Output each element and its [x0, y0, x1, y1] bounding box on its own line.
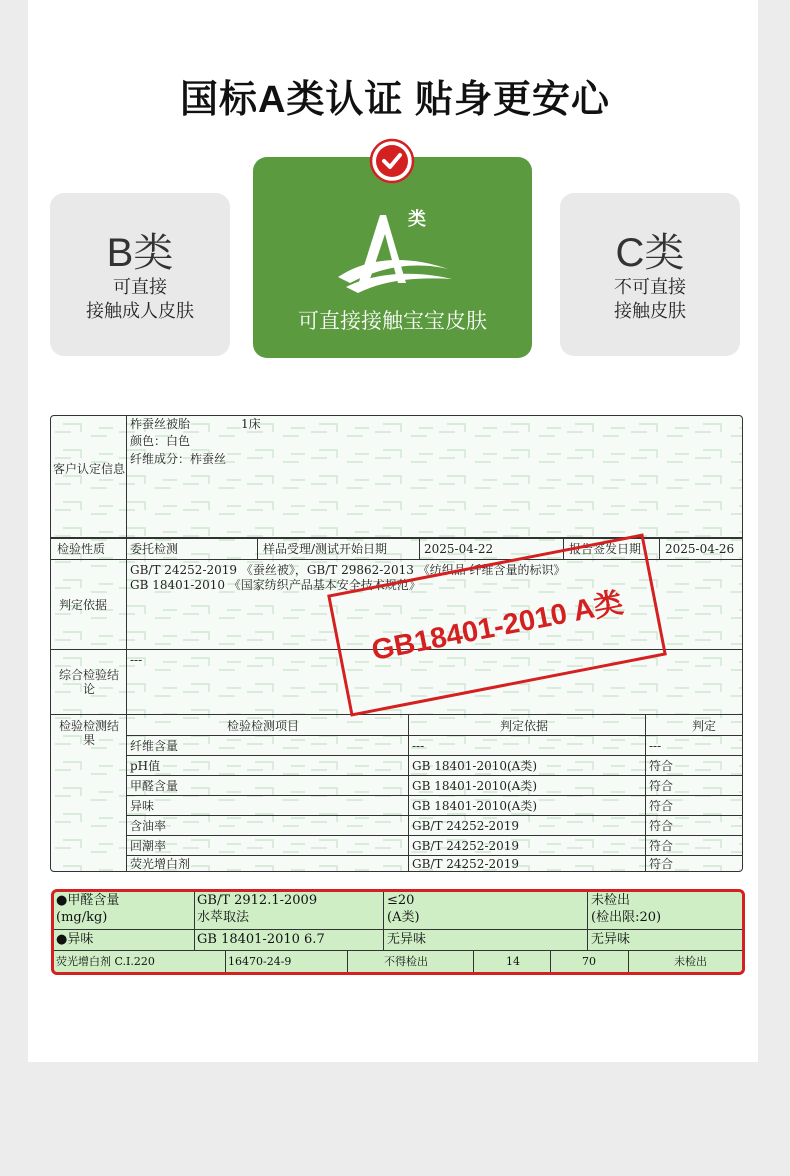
header-result: 判定 — [692, 719, 717, 733]
table-cell: GB 18401-2010(A类) — [412, 799, 538, 813]
formaldehyde-result: 未检出 — [591, 893, 631, 908]
conclusion-value: --- — [130, 653, 143, 667]
client-label: 客户认定信息 — [53, 462, 126, 476]
client-fiber: 纤维成分：柞蚕丝 — [130, 452, 227, 466]
basis-label: 判定依据 — [59, 598, 108, 612]
formaldehyde-limit-2: (A类) — [387, 910, 420, 925]
client-color: 颜色：白色 — [130, 434, 191, 448]
check-icon — [369, 138, 415, 184]
odor-limit: 无异味 — [387, 932, 427, 947]
stamp-text: GB18401-2010 A类 — [369, 586, 626, 668]
grade-c-line1: 不可直接 — [614, 277, 686, 297]
formaldehyde-limit: ≤20 — [387, 893, 415, 908]
basis-line-2: GB 18401-2010 《国家纺织产品基本安全技术规范》 — [130, 578, 421, 592]
grade-a-logo-icon — [328, 197, 458, 297]
table-cell: GB 18401-2010(A类) — [412, 779, 538, 793]
table-cell: 符合 — [649, 857, 674, 871]
client-item: 柞蚕丝被胎 — [130, 417, 191, 431]
table-row: 回潮率 — [130, 839, 167, 853]
table-row: pH值 — [130, 759, 161, 773]
detail-table — [51, 889, 745, 975]
grade-c-card — [560, 193, 740, 356]
issued-label: 报告签发日期 — [569, 542, 642, 556]
grade-b-card — [50, 193, 230, 356]
conclusion-label: 综合检验结论 — [58, 668, 119, 696]
table-cell: 符合 — [649, 779, 674, 793]
table-cell: --- — [649, 739, 662, 753]
table-row: 异味 — [130, 799, 155, 813]
received-label: 样品受理/测试开始日期 — [263, 542, 388, 556]
fluorescent-v2: 70 — [582, 955, 596, 968]
grade-a-desc: 可直接接触宝宝皮肤 — [298, 310, 487, 333]
table-cell: GB/T 24252-2019 — [412, 857, 520, 871]
header-item: 检验检测项目 — [227, 719, 300, 733]
page-title: 国标A类认证 贴身更安心 — [179, 79, 610, 121]
fluorescent-v1: 14 — [506, 955, 520, 968]
formaldehyde-method: GB/T 2912.1-2009 — [197, 893, 318, 908]
table-row: 荧光增白剂 — [130, 857, 191, 871]
client-qty: 1床 — [241, 417, 261, 431]
grade-c-title: C类 — [615, 231, 685, 275]
table-cell: --- — [412, 739, 425, 753]
nature-value: 委托检测 — [130, 542, 179, 556]
table-cell: 符合 — [649, 839, 674, 853]
fluorescent-result: 未检出 — [674, 955, 707, 968]
table-row: 纤维含量 — [130, 739, 179, 753]
formaldehyde-result-2: (检出限:20) — [591, 910, 662, 925]
odor-method: GB 18401-2010 6.7 — [197, 932, 325, 947]
header-basis: 判定依据 — [500, 719, 549, 733]
grade-a-tag: 类 — [408, 209, 426, 229]
results-label: 检验检测结果 — [58, 719, 119, 747]
grade-b-line1: 可直接 — [113, 277, 167, 297]
grade-b-title: B类 — [106, 231, 174, 275]
grade-a-card — [253, 157, 532, 358]
fluorescent-item: 荧光增白剂 C.I.220 — [56, 955, 155, 968]
formaldehyde-unit: (mg/kg) — [56, 910, 108, 925]
table-row: 含油率 — [130, 819, 167, 833]
odor-item: ●异味 — [56, 932, 94, 947]
fluorescent-cas: 16470-24-9 — [228, 955, 292, 968]
grade-b-line2: 接触成人皮肤 — [86, 301, 194, 321]
nature-label: 检验性质 — [57, 542, 106, 556]
table-cell: GB 18401-2010(A类) — [412, 759, 538, 773]
received-date: 2025-04-22 — [424, 542, 494, 556]
formaldehyde-method-2: 水萃取法 — [197, 910, 250, 925]
table-row: 甲醛含量 — [130, 779, 179, 793]
basis-line-1: GB/T 24252-2019 《蚕丝被》，GB/T 29862-2013 《纺织品 纤维含量的标识》 — [130, 563, 566, 577]
grade-c-line2: 接触皮肤 — [614, 301, 686, 321]
table-cell: GB/T 24252-2019 — [412, 819, 520, 833]
table-cell: GB/T 24252-2019 — [412, 839, 520, 853]
table-cell: 符合 — [649, 759, 674, 773]
fluorescent-limit: 不得检出 — [384, 955, 428, 968]
table-cell: 符合 — [649, 799, 674, 813]
odor-result: 无异味 — [591, 932, 631, 947]
issued-date: 2025-04-26 — [665, 542, 735, 556]
table-cell: 符合 — [649, 819, 674, 833]
formaldehyde-item: ●甲醛含量 — [56, 893, 120, 908]
